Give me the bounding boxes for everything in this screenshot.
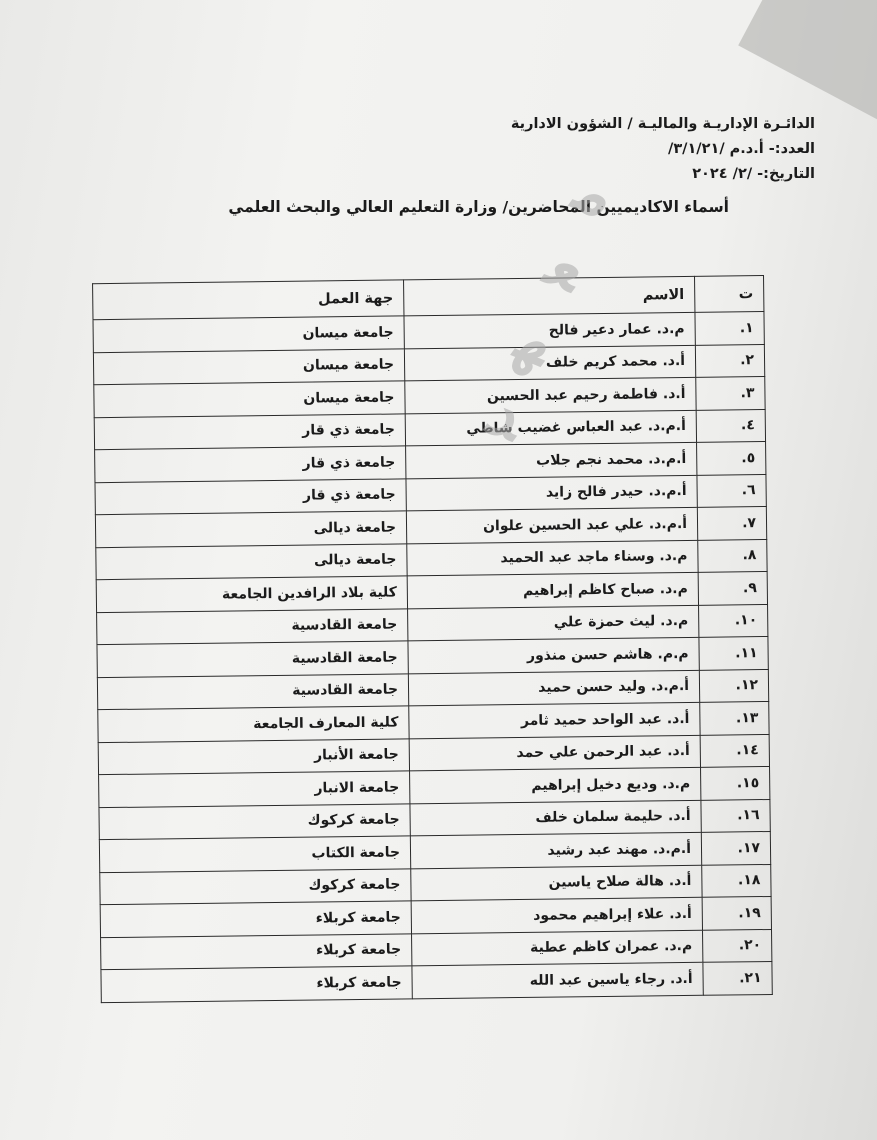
cell-name: أ.د. عبد الرحمن علي حمد — [409, 735, 700, 771]
cell-workplace: جامعة القادسية — [97, 673, 408, 709]
column-header-workplace: جهة العمل — [93, 280, 404, 320]
cell-seq: ٥. — [697, 441, 766, 474]
cell-seq: ٩. — [698, 571, 767, 604]
cell-seq: ٢. — [695, 344, 764, 377]
cell-workplace: جامعة ميسان — [93, 348, 404, 384]
cell-seq: ١٧. — [701, 831, 770, 864]
cell-name: أ.م.د. علي عبد الحسين علوان — [406, 507, 697, 543]
cell-seq: ١١. — [699, 636, 768, 669]
cell-workplace: كلية بلاد الرافدين الجامعة — [96, 576, 407, 612]
cell-name: م.د. صباح كاظم إبراهيم — [407, 572, 698, 608]
cell-workplace: جامعة كربلاء — [101, 966, 412, 1002]
cell-seq: ٢٠. — [702, 929, 771, 962]
cell-seq: ١٨. — [702, 864, 771, 897]
cell-workplace: جامعة القادسية — [97, 608, 408, 644]
cell-seq: ١٩. — [702, 896, 771, 929]
column-header-seq: ت — [695, 276, 764, 313]
cell-name: م.د. وديع دخيل إبراهيم — [410, 767, 701, 803]
cell-seq: ٧. — [697, 506, 766, 539]
cell-seq: ١٠. — [699, 604, 768, 637]
cell-name: م.د. عمار دعير فالح — [404, 312, 695, 348]
cell-workplace: جامعة كركوك — [99, 803, 410, 839]
cell-seq: ١. — [695, 312, 764, 345]
cell-workplace: جامعة الأنبار — [98, 738, 409, 774]
cell-workplace: جامعة ديالى — [96, 543, 407, 579]
cell-name: م.م. هاشم حسن منذور — [408, 637, 699, 673]
cell-seq: ١٦. — [701, 799, 770, 832]
cell-seq: ١٢. — [699, 669, 768, 702]
cell-name: أ.د. هالة صلاح ياسين — [411, 865, 702, 901]
cell-workplace: جامعة ذي قار — [94, 413, 405, 449]
cell-seq: ٤. — [696, 409, 765, 442]
cell-workplace: جامعة القادسية — [97, 641, 408, 677]
cell-workplace: جامعة ذي قار — [95, 446, 406, 482]
cell-workplace: جامعة ذي قار — [95, 478, 406, 514]
reference-number: العدد:- أ.د.م /٣/١/٢١/ — [668, 141, 815, 157]
cell-workplace: جامعة كركوك — [100, 868, 411, 904]
cell-workplace: كلية المعارف الجامعة — [98, 706, 409, 742]
cell-seq: ١٥. — [701, 766, 770, 799]
cell-workplace: جامعة ديالى — [95, 511, 406, 547]
cell-workplace: جامعة الانبار — [99, 771, 410, 807]
cell-name: أ.م.د. محمد نجم جلاب — [406, 442, 697, 478]
faded-stamp-watermark: ﻣ ﻌ ﻬ ﺪ — [474, 150, 624, 456]
cell-name: م.د. عمران كاظم عطية — [412, 930, 703, 966]
cell-seq: ١٤. — [700, 734, 769, 767]
cell-seq: ٨. — [698, 539, 767, 572]
cell-workplace: جامعة كربلاء — [101, 933, 412, 969]
cell-name: أ.د. رجاء ياسين عبد الله — [412, 962, 703, 998]
column-header-name: الاسم — [404, 276, 695, 316]
cell-name: أ.د. علاء إبراهيم محمود — [411, 897, 702, 933]
cell-seq: ٢١. — [703, 961, 772, 994]
cell-seq: ٦. — [697, 474, 766, 507]
cell-name: أ.م.د. وليد حسن حميد — [408, 670, 699, 706]
cell-name: أ.م.د. مهند عبد رشيد — [410, 832, 701, 868]
document-date: التاريخ:- /٢/ ٢٠٢٤ — [692, 166, 815, 182]
paper-corner-shadow — [738, 0, 877, 121]
cell-workplace: جامعة ميسان — [94, 381, 405, 417]
cell-name: أ.د. عبد الواحد حميد ثامر — [409, 702, 700, 738]
document-title: أسماء الاكاديميين المحاضرين/ وزارة التعليم العالي والبحث العلمي — [228, 198, 729, 216]
cell-name: م.د. ليث حمزة علي — [408, 605, 699, 641]
letter-header — [435, 112, 815, 187]
lecturers-table — [92, 275, 773, 1003]
table-body — [93, 312, 772, 1003]
cell-name: أ.د. فاطمة رحيم عبد الحسين — [405, 377, 696, 413]
cell-name: أ.د. حليمة سلمان خلف — [410, 800, 701, 836]
cell-workplace: جامعة ميسان — [93, 316, 404, 352]
cell-seq: ١٣. — [700, 701, 769, 734]
cell-seq: ٣. — [696, 376, 765, 409]
cell-name: م.د. وسناء ماجد عبد الحميد — [407, 540, 698, 576]
cell-name: أ.د. محمد كريم خلف — [404, 345, 695, 381]
cell-workplace: جامعة كربلاء — [100, 901, 411, 937]
cell-name: أ.م.د. حيدر فالح زايد — [406, 475, 697, 511]
department-line: الدائـرة الإداريـة والماليـة / الشؤون الادارية — [510, 116, 815, 132]
cell-name: أ.م.د. عبد العباس غضيب شاطي — [405, 410, 696, 446]
table-row — [101, 961, 772, 1002]
cell-workplace: جامعة الكتاب — [99, 836, 410, 872]
